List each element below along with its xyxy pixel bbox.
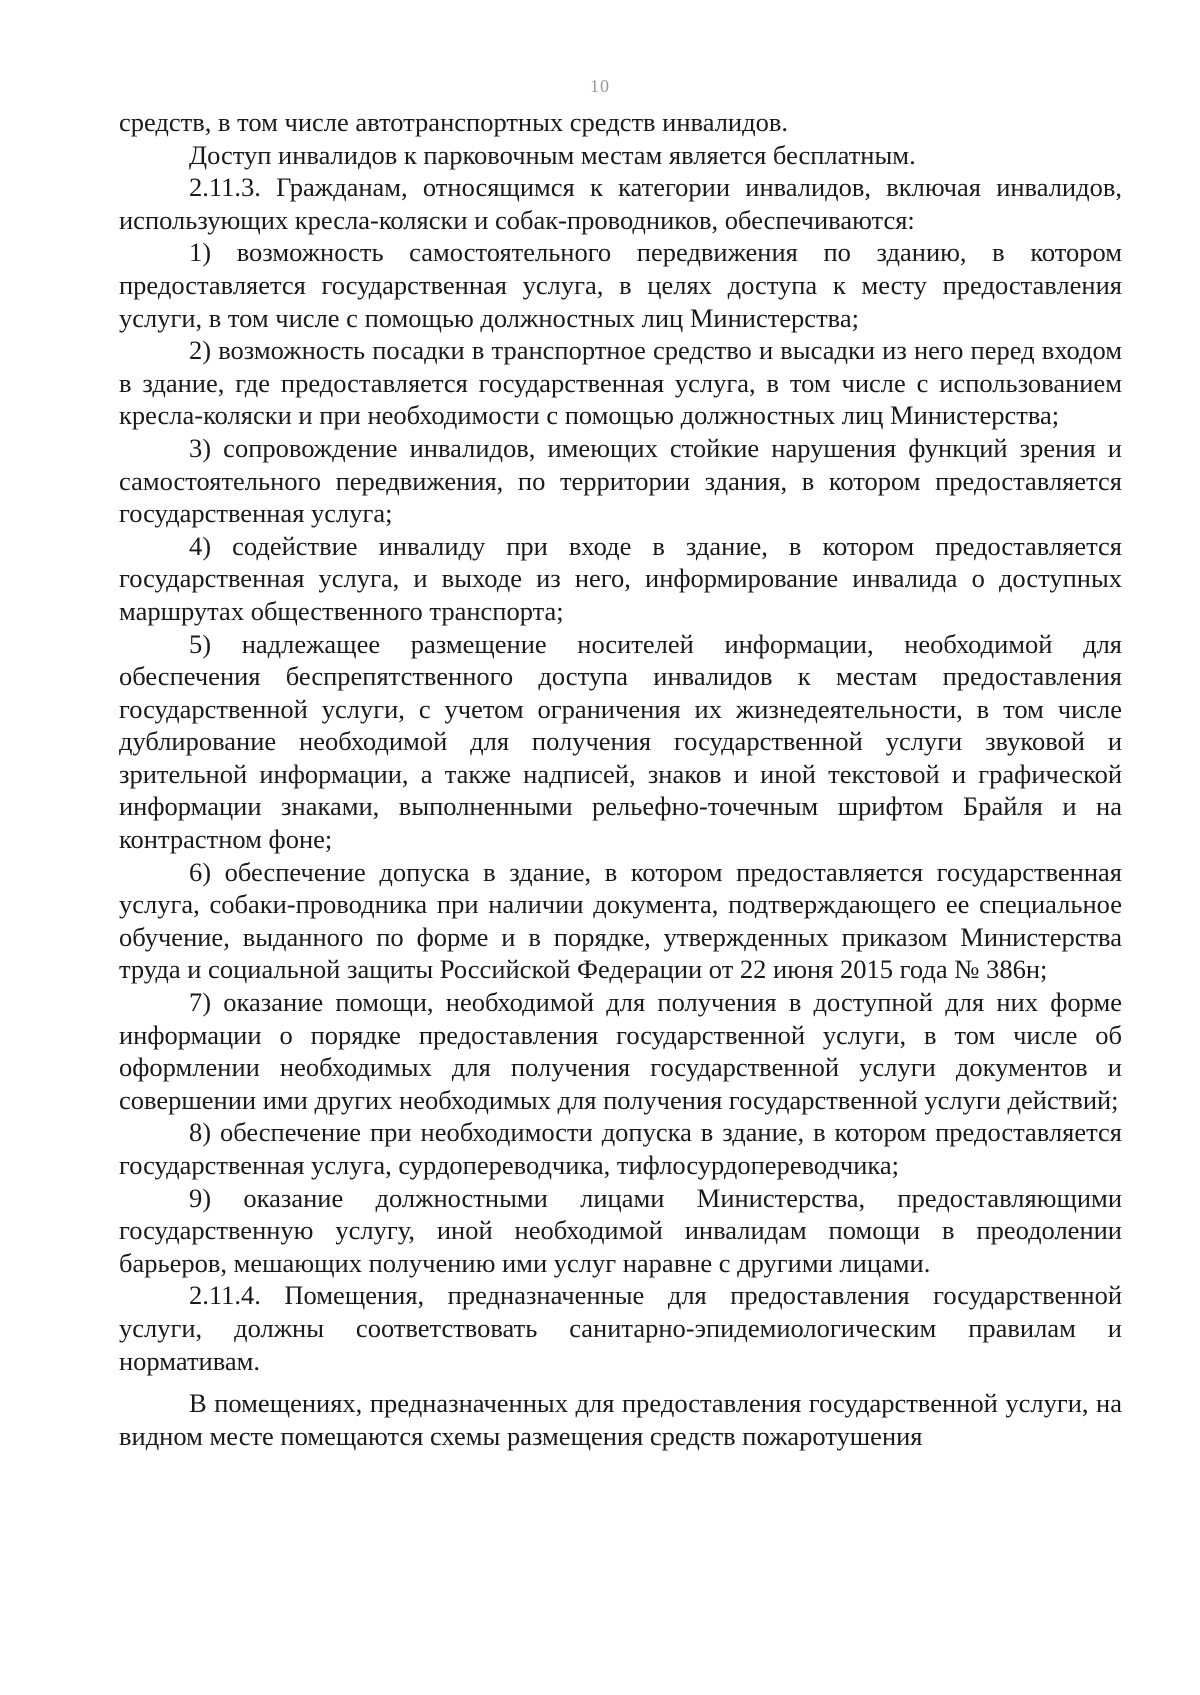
- paragraph-section-2-11-3: 2.11.3. Гражданам, относящимся к категории инвалидов, включая инвалидов, использующих кресла-коляски и собак-проводников, обеспечиваются:: [119, 172, 1122, 235]
- paragraph-section-2-11-4: 2.11.4. Помещения, предназначенные для предоставления государственной услуги, должны соответствовать санитарно-эпидемиологическим правилам и нормативам.: [119, 1280, 1122, 1376]
- list-item-6: 6) обеспечение допуска в здание, в котором предоставляется государственная услуга, собаки-проводника при наличии документа, подтверждающего ее специальное обучение, выданного по форме и в порядке, утвержденных приказом Министерства труда и социальной защиты Российской Федерации от 22 июня 2015 года № 386н;: [119, 856, 1122, 985]
- list-item-5: 5) надлежащее размещение носителей информации, необходимой для обеспечения беспрепятственного доступа инвалидов к местам предоставления государственной услуги, с учетом ограничения их жизнедеятельности, в том числе дублирование необходимой для получения государственной услуги звуковой и зрительной информации, а также надписей, знаков и иной текстовой и графической информации знаками, выполненными рельефно-точечным шрифтом Брайля и на контрастном фоне;: [119, 628, 1122, 855]
- paragraph-parking-access: Доступ инвалидов к парковочным местам является бесплатным.: [189, 139, 916, 170]
- list-item-2: 2) возможность посадки в транспортное средство и высадки из него перед входом в здание, где предоставляется государственная услуга, в том числе с использованием кресла-коляски и при необходимости с помощью должностных лиц Министерства;: [119, 335, 1122, 431]
- list-item-9: 9) оказание должностными лицами Министерства, предоставляющими государственную услугу, иной необходимой инвалидам помощи в преодолении барьеров, мешающих получению ими услуг наравне с другими лицами.: [119, 1182, 1122, 1278]
- paragraph-fire-safety: В помещениях, предназначенных для предоставления государственной услуги, на видном месте помещаются схемы размещения средств пожаротушения: [119, 1388, 1122, 1451]
- paragraph-continuation: средств, в том числе автотранспортных средств инвалидов.: [119, 107, 788, 137]
- page-number: 10: [590, 76, 610, 96]
- document-body: [119, 106, 1122, 1452]
- list-item-3: 3) сопровождение инвалидов, имеющих стойкие нарушения функций зрения и самостоятельного передвижения, по территории здания, в котором предоставляется государственная услуга;: [119, 432, 1122, 529]
- list-item-7: 7) оказание помощи, необходимой для получения в доступной для них форме информации о порядке предоставления государственной услуги, в том числе об оформлении необходимых для получения государственной услуги документов и совершении ими других необходимых для получения государственной услуги действий;: [119, 987, 1122, 1115]
- list-item-8: 8) обеспечение при необходимости допуска в здание, в котором предоставляется государственная услуга, сурдопереводчика, тифлосурдопереводчика;: [119, 1117, 1122, 1180]
- list-item-4: 4) содействие инвалиду при входе в здание, в котором предоставляется государственная услуга, и выходе из него, информирование инвалида о доступных маршрутах общественного транспорта;: [119, 530, 1122, 626]
- list-item-1: 1) возможность самостоятельного передвижения по зданию, в котором предоставляется государственная услуга, в целях доступа к месту предоставления услуги, в том числе с помощью должностных лиц Министерства;: [119, 237, 1122, 333]
